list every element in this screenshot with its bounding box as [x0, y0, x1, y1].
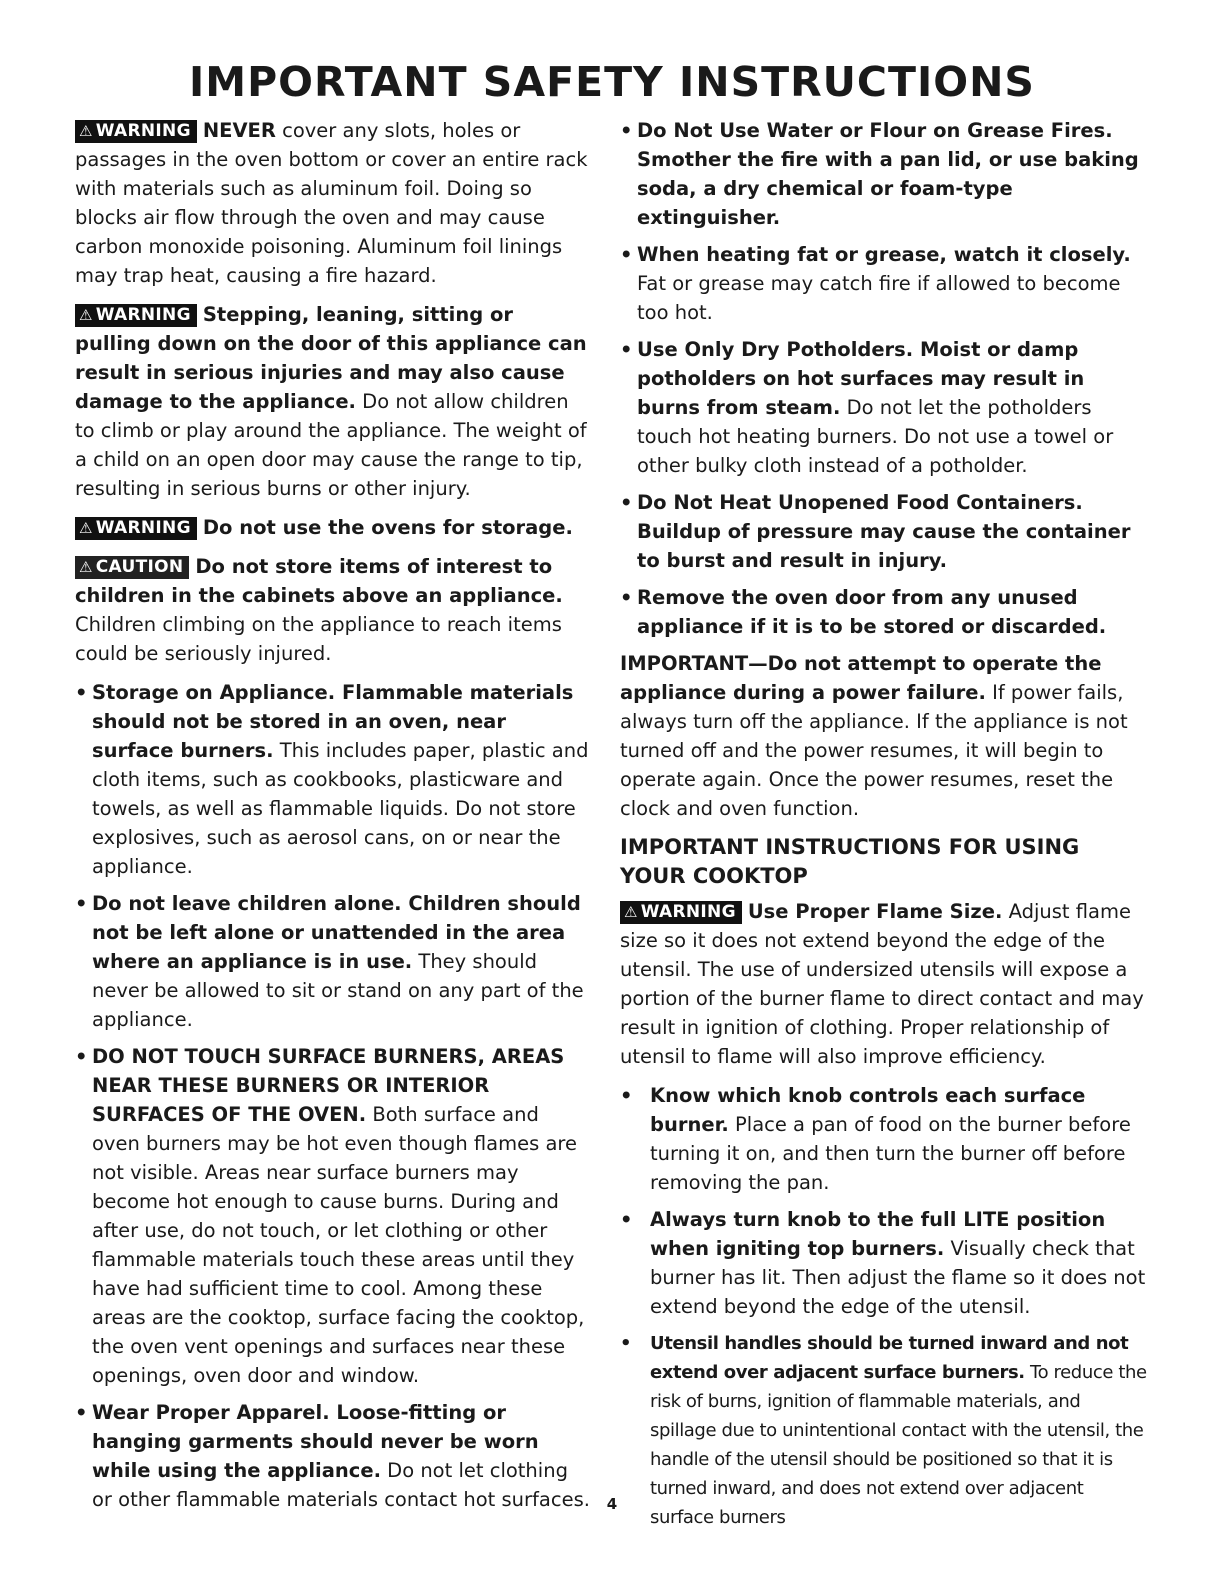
bullet-icon: •: [620, 586, 633, 609]
list-item: • Remove the oven door from any unused appliance if it is to be stored or discarded.: [620, 583, 1148, 641]
list-item: • When heating fat or grease, watch it closely. Fat or grease may catch fire if allowed to become too hot.: [620, 240, 1148, 327]
list-item: • Utensil handles should be turned inward and not extend over adjacent surface burners. To reduce the risk of burns, ignition of flammable materials, and spillage due to unintentional contact with the utensil, the handle of the utensil should be positioned so that it is turned inward, and does not extend over adjacent surface burners: [620, 1329, 1148, 1532]
page-number: 4: [606, 1495, 618, 1513]
warning-badge: ⚠ WARNING: [75, 120, 197, 143]
list-item: • Always turn knob to the full LITE position when igniting top burners. Visually check that burner has lit. Then adjust the flame so it does not extend beyond the edge of the utensil.: [620, 1205, 1148, 1321]
list-item: • Wear Proper Apparel. Loose-fitting or hanging garments should never be worn while using the appliance. Do not let clothing or other flammable materials contact hot surfaces.: [75, 1398, 590, 1514]
warning-triangle-icon: ⚠: [624, 903, 638, 921]
list-item: • DO NOT TOUCH SURFACE BURNERS, AREAS NEAR THESE BURNERS OR INTERIOR SURFACES OF THE OVEN. Both surface and oven burners may be hot even though flames are not visible. Areas near surface burners may become hot enough to cause burns. During and after use, do not touch, or let clothing or other flammable materials touch these areas until they have had sufficient time to cool. Among these areas are the cooktop, surface facing the cooktop, the oven vent openings and surfaces near these openings, oven door and window.: [75, 1042, 590, 1390]
bullet-icon: •: [75, 1401, 88, 1424]
warning-badge: ⚠ WARNING: [75, 304, 197, 327]
right-column: [620, 116, 1148, 1540]
bullet-icon: •: [75, 892, 88, 915]
warning-storage-paragraph: ⚠ WARNING Do not use the ovens for storage.: [75, 513, 590, 542]
bullet-icon: •: [620, 338, 633, 361]
bullet-icon: •: [620, 491, 633, 514]
list-item: • Do Not Heat Unopened Food Containers. Buildup of pressure may cause the container to burst and result in injury.: [620, 488, 1148, 575]
warning-flame-paragraph: ⚠ WARNING Use Proper Flame Size. Adjust flame size so it does not extend beyond the edge of the utensil. The use of undersized utensils will expose a portion of the burner flame to direct contact and may result in ignition of clothing. Proper relationship of utensil to flame will also improve efficiency.: [620, 900, 1144, 1068]
left-column: [75, 116, 590, 1522]
page-title: IMPORTANT SAFETY INSTRUCTIONS: [189, 58, 1035, 106]
warning-foil-paragraph: ⚠ WARNING NEVER cover any slots, holes or passages in the oven bottom or cover an entire rack with materials such as aluminum foil. Doing so blocks air flow through the oven and may cause carbon monoxide poisoning. Aluminum foil linings may trap heat, causing a fire hazard.: [75, 119, 588, 287]
warning-triangle-icon: ⚠: [79, 306, 93, 324]
bullet-icon: •: [620, 1084, 633, 1107]
list-item: • Do Not Use Water or Flour on Grease Fires. Smother the fire with a pan lid, or use baking soda, a dry chemical or foam-type extinguisher.: [620, 116, 1148, 232]
bullet-icon: •: [620, 1208, 633, 1231]
list-item: • Use Only Dry Potholders. Moist or damp potholders on hot surfaces may result in burns from steam. Do not let the potholders touch hot heating burners. Do not use a towel or other bulky cloth instead of a potholder.: [620, 335, 1148, 480]
caution-cabinets-paragraph: ⚠ CAUTION Do not store items of interest to children in the cabinets above an appliance. Children climbing on the appliance to reach items could be seriously injured.: [75, 555, 563, 665]
list-item: • Storage on Appliance. Flammable materials should not be stored in an oven, near surface burners. This includes paper, plastic and cloth items, such as cookbooks, plasticware and towels, as well as flammable liquids. Do not store explosives, such as aerosol cans, on or near the appliance.: [75, 678, 590, 881]
caution-triangle-icon: ⚠: [79, 558, 93, 576]
bullet-icon: •: [620, 243, 633, 266]
bullet-icon: •: [75, 681, 88, 704]
bullet-icon: •: [620, 1333, 632, 1354]
warning-badge: ⚠ WARNING: [620, 901, 742, 924]
important-power-failure-paragraph: IMPORTANT—Do not attempt to operate the appliance during a power failure. If power fails, always turn off the appliance. If the appliance is not turned off and the power resumes, it will begin to operate again. Once the power resumes, reset the clock and oven function.: [620, 652, 1128, 820]
warning-door-paragraph: ⚠ WARNING Stepping, leaning, sitting or pulling down on the door of this appliance can result in serious injuries and may also cause damage to the appliance. Do not allow children to climb or play around the appliance. The weight of a child on an open door may cause the range to tip, resulting in serious burns or other injury.: [75, 303, 587, 500]
caution-badge: ⚠ CAUTION: [75, 556, 189, 579]
warning-triangle-icon: ⚠: [79, 122, 93, 140]
bullet-icon: •: [620, 119, 633, 142]
warning-triangle-icon: ⚠: [79, 519, 93, 537]
warning-badge: ⚠ WARNING: [75, 517, 197, 540]
list-item: • Do not leave children alone. Children should not be left alone or unattended in the area where an appliance is in use. They should never be allowed to sit or stand on any part of the appliance.: [75, 889, 590, 1034]
bullet-icon: •: [75, 1045, 88, 1068]
cooktop-heading: IMPORTANT INSTRUCTIONS FOR USING YOUR COOKTOP: [620, 835, 1080, 888]
list-item: • Know which knob controls each surface burner. Place a pan of food on the burner before turning it on, and then turn the burner off before removing the pan.: [620, 1081, 1148, 1197]
